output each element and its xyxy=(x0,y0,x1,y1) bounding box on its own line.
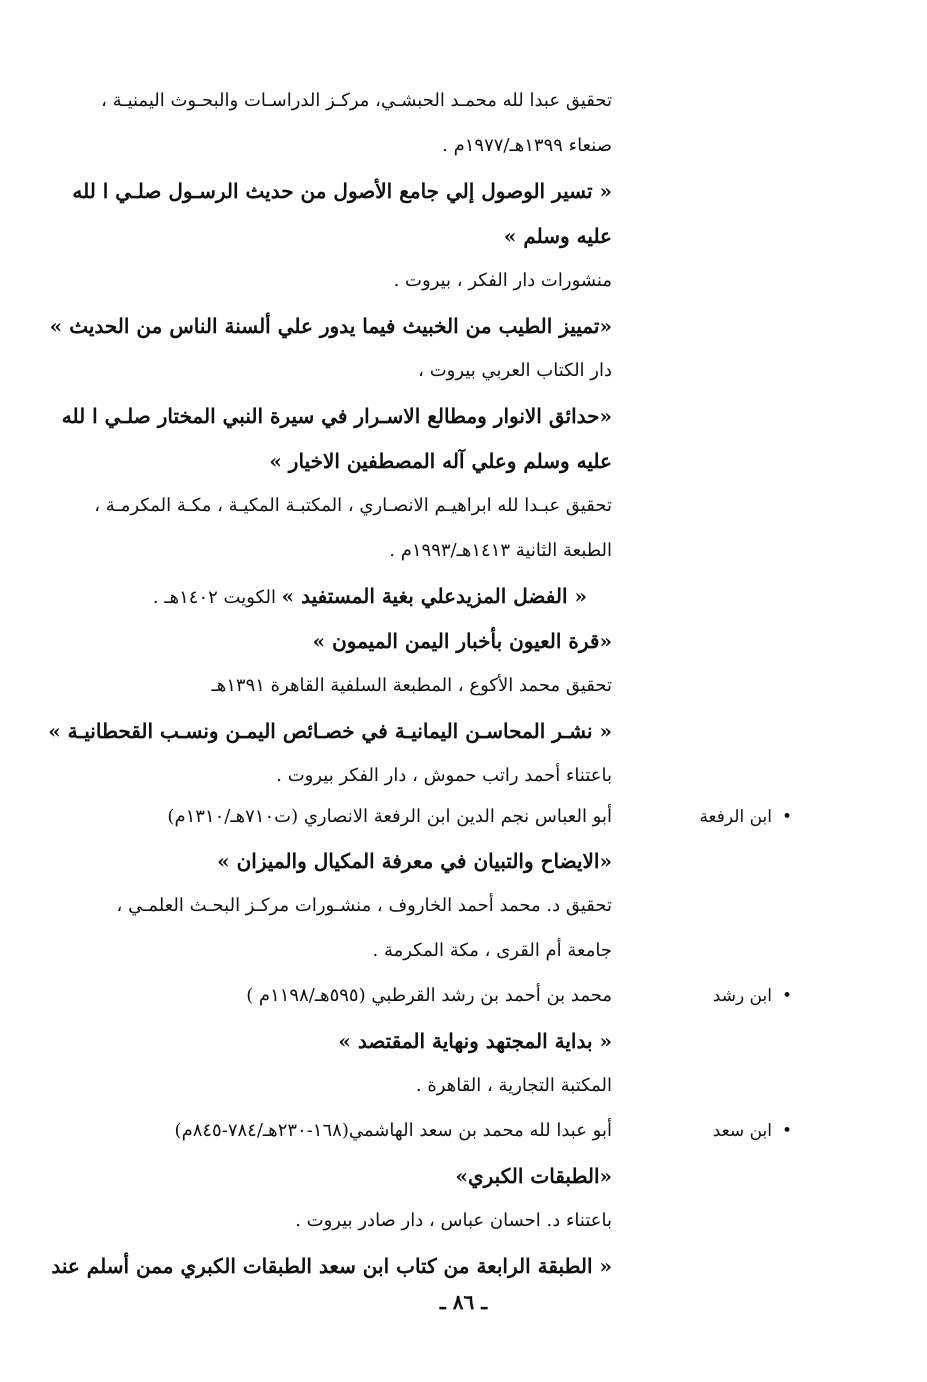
author-label xyxy=(713,983,792,1009)
author-label xyxy=(713,1118,792,1144)
author-line: أبو عبدا لله محمد بن سعد الهاشمي(١٦٨-٢٣٠هـ/٧٨٤-٨٤٥م) xyxy=(174,1120,612,1141)
author-label xyxy=(699,804,792,830)
bullet-icon: • xyxy=(781,986,792,1006)
publication-info: الكويت ١٤٠٢هـ . xyxy=(152,587,282,608)
book-title: « تسير الوصول إلي جامع الأصول من حديث الرسـول صلـي ا لله xyxy=(72,179,612,203)
bullet-icon: • xyxy=(781,1121,792,1141)
author-label-text: ابن رشد xyxy=(712,986,772,1006)
book-title: «حدائق الانوار ومطالع الاسـرار في سيرة النبي المختار صلـي ا لله xyxy=(61,404,612,428)
bibliography-line: صنعاء ١٣٩٩هـ/١٩٧٧م . xyxy=(442,135,612,156)
bibliography-line xyxy=(153,583,587,611)
bibliography-line: تحقيق عبـدا لله ابراهيـم الانصـاري ، المكتبـة المكيـة ، مكـة المكرمـة ، xyxy=(94,495,612,516)
book-title: «تمييز الطيب من الخبيث فيما يدور علي ألسنة الناس من الحديث » xyxy=(49,314,612,338)
bibliography-line: تحقيق د. محمد أحمد الخاروف ، منشـورات مركـز البحـث العلمـي ، xyxy=(116,895,612,916)
author-label-text: ابن الرفعة xyxy=(699,807,772,827)
bibliography-line: باعتناء د. احسان عباس ، دار صادر بيروت . xyxy=(295,1210,612,1231)
bibliography-line: منشورات دار الفكر ، بيروت . xyxy=(393,270,612,291)
bibliography-line: تحقيق عبدا لله محمـد الحبشـي، مركـز الدراسـات والبحـوث اليمنيـة ، xyxy=(101,90,612,111)
page-number: ـ ٨٦ ـ xyxy=(439,1290,488,1314)
author-line: محمد بن أحمد بن رشد القرطبي (٥٩٥هـ/١١٩٨م ) xyxy=(246,985,612,1006)
book-title: « بداية المجتهد ونهاية المقتصد » xyxy=(338,1029,612,1053)
bullet-icon: • xyxy=(781,807,792,827)
book-title: «الايضاح والتبيان في معرفة المكيال والميزان » xyxy=(217,849,612,873)
bibliography-line: باعتناء أحمد راتب حموش ، دار الفكر بيروت . xyxy=(276,765,612,786)
book-title: عليه وسلم وعلي آله المصطفين الاخيار » xyxy=(269,449,612,473)
book-title: « الفضل المزيدعلي بغية المستفيد » xyxy=(281,584,587,608)
bibliography-line: جامعة أم القرى ، مكة المكرمة . xyxy=(372,940,612,961)
book-title: « نشـر المحاسـن اليمانيـة في خصـائص اليمـن ونسـب القحطانيـة » xyxy=(48,719,612,743)
author-label-text: ابن سعد xyxy=(712,1121,772,1141)
author-line: أبو العباس نجم الدين ابن الرفعة الانصاري (ت٧١٠هـ/١٣١٠م) xyxy=(167,806,612,827)
book-title: «الطبقات الكبري» xyxy=(455,1164,612,1188)
bibliography-line: المكتبة التجارية ، القاهرة . xyxy=(415,1075,612,1096)
book-title: «قرة العيون بأخبار اليمن الميمون » xyxy=(312,629,612,653)
book-title: عليه وسلم » xyxy=(503,224,612,248)
book-title: « الطبقة الرابعة من كتاب ابن سعد الطبقات الكبري ممن أسلم عند xyxy=(51,1254,612,1278)
bibliography-line: دار الكتاب العربي بيروت ، xyxy=(418,360,612,381)
bibliography-line: تحقيق محمد الأكوع ، المطبعة السلفية القاهرة ١٣٩١هـ xyxy=(211,675,612,696)
bibliography-line: الطبعة الثانية ١٤١٣هـ/١٩٩٣م . xyxy=(389,540,612,561)
